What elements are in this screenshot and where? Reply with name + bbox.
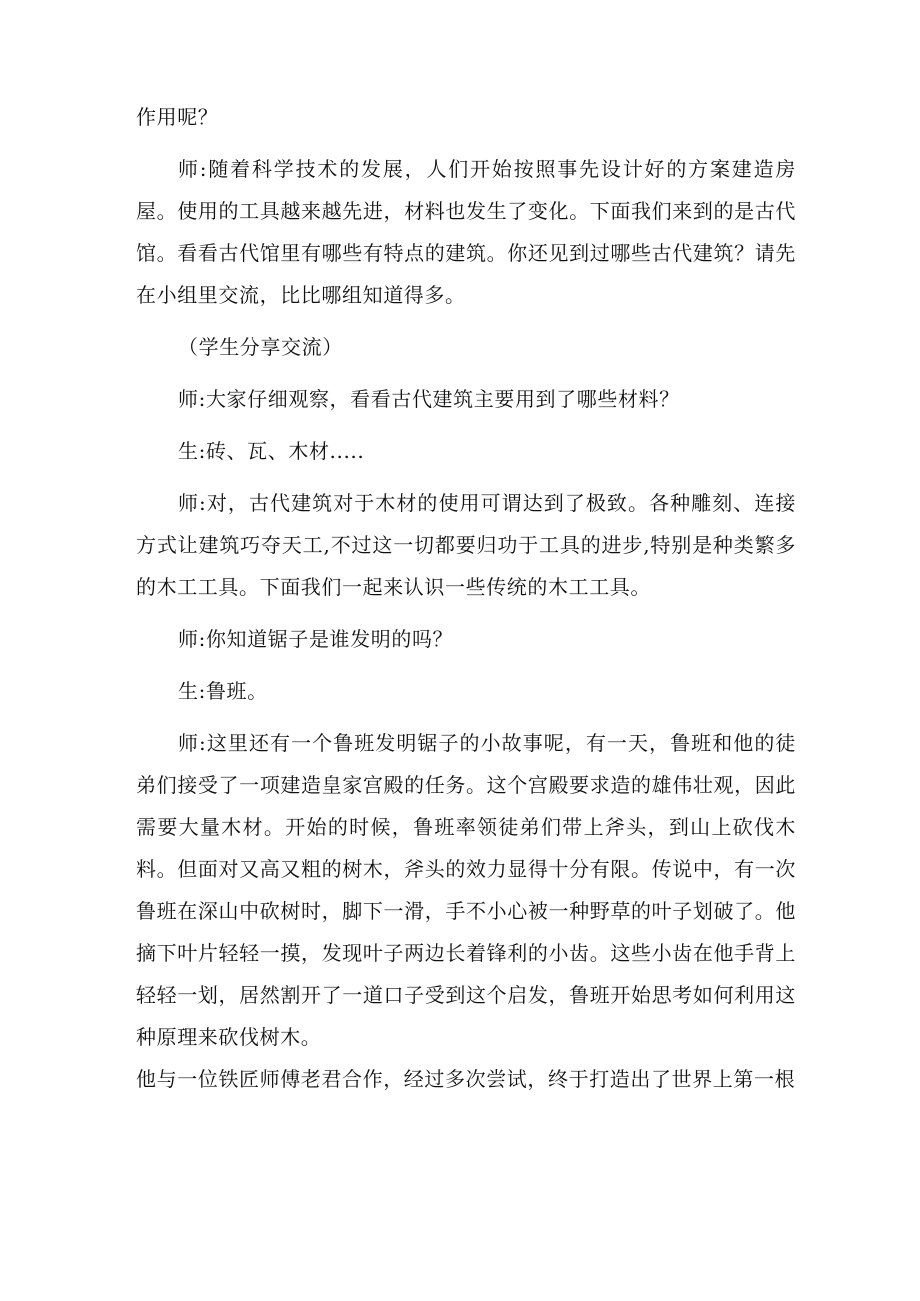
paragraph-student-answer-materials: 生:砖、瓦、木材.....: [178, 439, 365, 463]
paragraph-teacher-wood-tools: 师:对，古代建筑对于木材的使用可谓达到了极致。各种雕刻、连接方式让建筑巧夺天工,不过这一切都要归功于工具的进步,特别是种类繁多的木工工具。下面我们一起来认识一些传统的木工工具。: [136, 491, 796, 599]
paragraph-story-continuation: 他与一位铁匠师傅老君合作，经过多次尝试，终于打造出了世界上第一根: [136, 1067, 796, 1091]
paragraph-luban-story: 师:这里还有一个鲁班发明锯子的小故事呢，有一天，鲁班和他的徒弟们接受了一项建造皇家宫殿的任务。这个宫殿要求造的雄伟壮观，因此需要大量木材。开始的时候，鲁班率领徒弟们带上斧头，到山上砍伐木料。但面对又高又粗的树木，斧头的效力显得十分有限。传说中，有一次鲁班在深山中砍树时，脚下一滑，手不小心被一种野草的叶子划破了。他摘下叶片轻轻一摸，发现叶子两边长着锋利的小齿。这些小齿在他手背上轻轻一划，居然割开了一道口子受到这个启发，鲁班开始思考如何利用这种原理来砍伐树木。: [136, 731, 796, 1049]
document-body: [136, 96, 796, 1100]
paragraph-continuation: 作用呢？: [136, 105, 219, 129]
paragraph-student-answer-luban: 生:鲁班。: [178, 679, 268, 703]
paragraph-teacher-question-materials: 师:大家仔细观察，看看古代建筑主要用到了哪些材料？: [178, 387, 680, 411]
paragraph-student-sharing: （学生分享交流）: [178, 335, 343, 359]
paragraph-teacher-modern-building: 师:随着科学技术的发展，人们开始按照事先设计好的方案建造房屋。使用的工具越来越先进，材料也发生了变化。下面我们来到的是古代馆。看看古代馆里有哪些有特点的建筑。你还见到过哪些古代建筑？请先在小组里交流，比比哪组知道得多。: [136, 157, 796, 307]
paragraph-teacher-question-saw: 师:你知道锯子是谁发明的吗？: [178, 627, 454, 651]
